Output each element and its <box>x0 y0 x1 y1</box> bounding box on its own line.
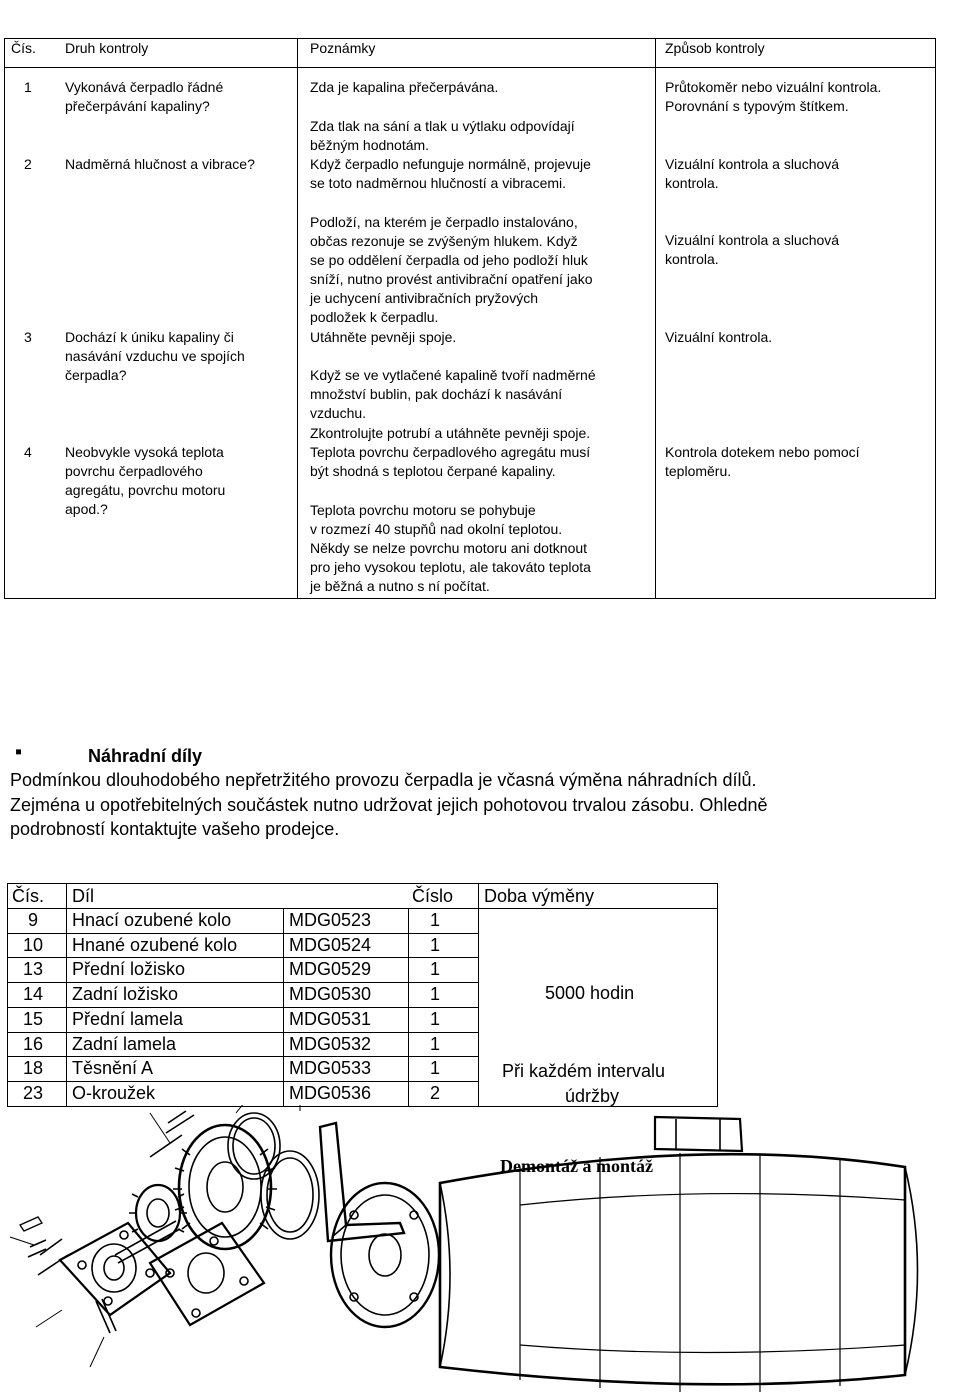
parts-row-name: Přední ložisko <box>72 959 186 979</box>
method-line: Průtokoměr nebo vizuální kontrola. <box>665 79 882 95</box>
method-line: Porovnání s typovým štítkem. <box>665 98 849 114</box>
parts-row-code: MDG0524 <box>289 935 372 955</box>
parts-row-code: MDG0532 <box>289 1034 372 1054</box>
interval-each-maintenance: údržby <box>565 1086 620 1106</box>
parts-header-doba-vymeny: Doba výměny <box>484 886 595 906</box>
check-type-line: Vykonává čerpadlo řádné <box>65 79 224 95</box>
table-rule <box>4 598 936 599</box>
parts-row-code: MDG0523 <box>289 910 372 930</box>
parts-row-qty: 1 <box>430 1058 441 1078</box>
interval-5000-hodin: 5000 hodin <box>545 983 635 1003</box>
section-body-line: Podmínkou dlouhodobého nepřetržitého provozu čerpadla je včasná výměna náhradních dílů. <box>10 770 757 790</box>
screw-icon <box>20 1111 194 1275</box>
check-type-line: Nadměrná hlučnost a vibrace? <box>65 156 255 172</box>
note-line: sníží, nutno provést antivibrační opatření jako <box>310 271 593 287</box>
check-type-line: agregátu, povrchu motoru <box>65 482 226 498</box>
parts-row-name: Přední lamela <box>72 1009 184 1029</box>
check-type-line: přečerpávání kapaliny? <box>65 98 210 114</box>
parts-row-number: 16 <box>22 1034 44 1054</box>
method-line: kontrola. <box>665 175 719 191</box>
row-number: 2 <box>24 156 32 172</box>
parts-col-rule <box>283 908 284 1107</box>
method-line: kontrola. <box>665 251 719 267</box>
table-border <box>655 38 656 599</box>
parts-row-number: 18 <box>22 1058 44 1078</box>
parts-col-rule <box>478 883 479 1107</box>
table-border <box>297 38 298 599</box>
parts-row-number: 14 <box>22 984 44 1004</box>
note-line: se toto nadměrnou hlučností a vibracemi. <box>310 175 567 191</box>
header-cis: Čís. <box>11 40 36 56</box>
check-type-line: Dochází k úniku kapaliny či <box>65 329 234 345</box>
table-border <box>935 38 936 599</box>
table-rule <box>4 38 936 39</box>
note-line: Zkontrolujte potrubí a utáhněte pevněji spoje. <box>310 425 591 441</box>
parts-row-name: O-kroužek <box>72 1083 156 1103</box>
method-line: Vizuální kontrola a sluchová <box>665 232 840 248</box>
section-body-line: Zejména u opotřebitelných součástek nutno udržovat jejich pohotovou trvalou zásobu. Ohledně <box>10 795 768 815</box>
check-type-line: nasávání vzduchu ve spojích <box>65 348 245 364</box>
method-line: Vizuální kontrola. <box>665 329 773 345</box>
note-line: být shodná s teplotou čerpané kapaliny. <box>310 463 556 479</box>
parts-row-qty: 1 <box>430 959 441 979</box>
flange-icon <box>331 1183 439 1327</box>
header-druh-kontroly: Druh kontroly <box>65 40 149 56</box>
parts-header-cis: Čís. <box>12 886 45 906</box>
parts-row-name: Hnací ozubené kolo <box>72 910 232 930</box>
note-line: je běžná a nutno s ní počítat. <box>310 578 490 594</box>
note-line: se po oddělení čerpadla od jeho podloží hluk <box>310 252 588 268</box>
note-line: je uchycení antivibračních pryžových <box>310 290 538 306</box>
header-zpusob-kontroly: Způsob kontroly <box>665 40 765 56</box>
callout-leader-icon <box>10 1105 300 1367</box>
note-line: Někdy se nelze povrchu motoru ani dotknout <box>310 540 588 556</box>
parts-row-number: 23 <box>22 1083 44 1103</box>
section-body-line: podrobností kontaktujte vašeho prodejce. <box>10 819 340 839</box>
method-line: Kontrola dotekem nebo pomocí <box>665 444 860 460</box>
note-line: pro jeho vysokou teplotu, ale takováto teplota <box>310 559 591 575</box>
check-type-line: Neobvykle vysoká teplota <box>65 444 224 460</box>
method-line: Vizuální kontrola a sluchová <box>665 156 840 172</box>
parts-header-cislo: Číslo <box>412 886 454 906</box>
note-line: Utáhněte pevněji spoje. <box>310 329 457 345</box>
parts-row-qty: 1 <box>430 935 441 955</box>
note-line: běžným hodnotám. <box>310 137 430 153</box>
row-number: 4 <box>24 444 32 460</box>
table-border <box>4 38 5 599</box>
note-line: množství bublin, pak dochází k nasávání <box>310 386 563 402</box>
note-line: Teplota povrchu motoru se pohybuje <box>310 502 536 518</box>
parts-col-rule <box>66 883 67 1107</box>
note-line: v rozmezí 40 stupňů nad okolní teplotou. <box>310 521 563 537</box>
note-line: vzduchu. <box>310 405 367 421</box>
method-line: teploměru. <box>665 463 732 479</box>
parts-row-code: MDG0531 <box>289 1009 372 1029</box>
parts-row-qty: 2 <box>430 1083 441 1103</box>
note-line: Zda je kapalina přečerpávána. <box>310 79 499 95</box>
note-line: občas rezonuje se zvýšeným hlukem. Když <box>310 233 578 249</box>
parts-header-dil: Díl <box>72 886 94 906</box>
motor-body-icon <box>440 1117 918 1392</box>
parts-row-name: Hnané ozubené kolo <box>72 935 238 955</box>
check-type-line: čerpadla? <box>65 367 127 383</box>
parts-row-name: Zadní lamela <box>72 1034 177 1054</box>
parts-row-code: MDG0530 <box>289 984 372 1004</box>
note-line: Když se ve vytlačené kapalině tvoří nadměrné <box>310 367 596 383</box>
parts-row-qty: 1 <box>430 910 441 930</box>
note-line: Když čerpadlo nefunguje normálně, projevuje <box>310 156 591 172</box>
parts-row-code: MDG0533 <box>289 1058 372 1078</box>
header-poznamky: Poznámky <box>310 40 376 56</box>
note-line: Podloží, na kterém je čerpadlo instalováno, <box>310 214 578 230</box>
note-line: Zda tlak na sání a tlak u výtlaku odpovídají <box>310 118 575 134</box>
parts-row-qty: 1 <box>430 1034 441 1054</box>
parts-col-rule <box>408 908 409 1107</box>
parts-row-code: MDG0536 <box>289 1083 372 1103</box>
parts-col-rule <box>717 883 718 1107</box>
parts-row-number: 9 <box>27 910 38 930</box>
rotor-housing-icon <box>173 1125 277 1249</box>
check-type-line: povrchu čerpadlového <box>65 463 203 479</box>
parts-row-name: Zadní ložisko <box>72 984 179 1004</box>
parts-row-number: 10 <box>22 935 44 955</box>
section-title: Náhradní díly <box>88 746 203 766</box>
square-bullet-icon: ▪ <box>15 741 23 763</box>
parts-row-name: Těsnění A <box>72 1058 154 1078</box>
exploded-pump-drawing-icon <box>0 1105 960 1400</box>
parts-row-rule <box>7 883 718 884</box>
row-number: 1 <box>24 79 32 95</box>
row-number: 3 <box>24 329 32 345</box>
parts-row-qty: 1 <box>430 1009 441 1029</box>
parts-row-qty: 1 <box>430 984 441 1004</box>
parts-row-number: 13 <box>22 959 44 979</box>
parts-row-number: 15 <box>22 1009 44 1029</box>
note-line: Teplota povrchu čerpadlového agregátu musí <box>310 444 591 460</box>
interval-each-maintenance: Při každém intervalu <box>502 1061 666 1081</box>
parts-row-code: MDG0529 <box>289 959 372 979</box>
figure-caption: Demontáž a montáž <box>500 1156 653 1176</box>
table-rule <box>4 67 936 68</box>
mounting-foot-icon <box>320 1123 404 1241</box>
check-type-line: apod.? <box>65 501 108 517</box>
note-line: podložek k čerpadlu. <box>310 309 439 325</box>
